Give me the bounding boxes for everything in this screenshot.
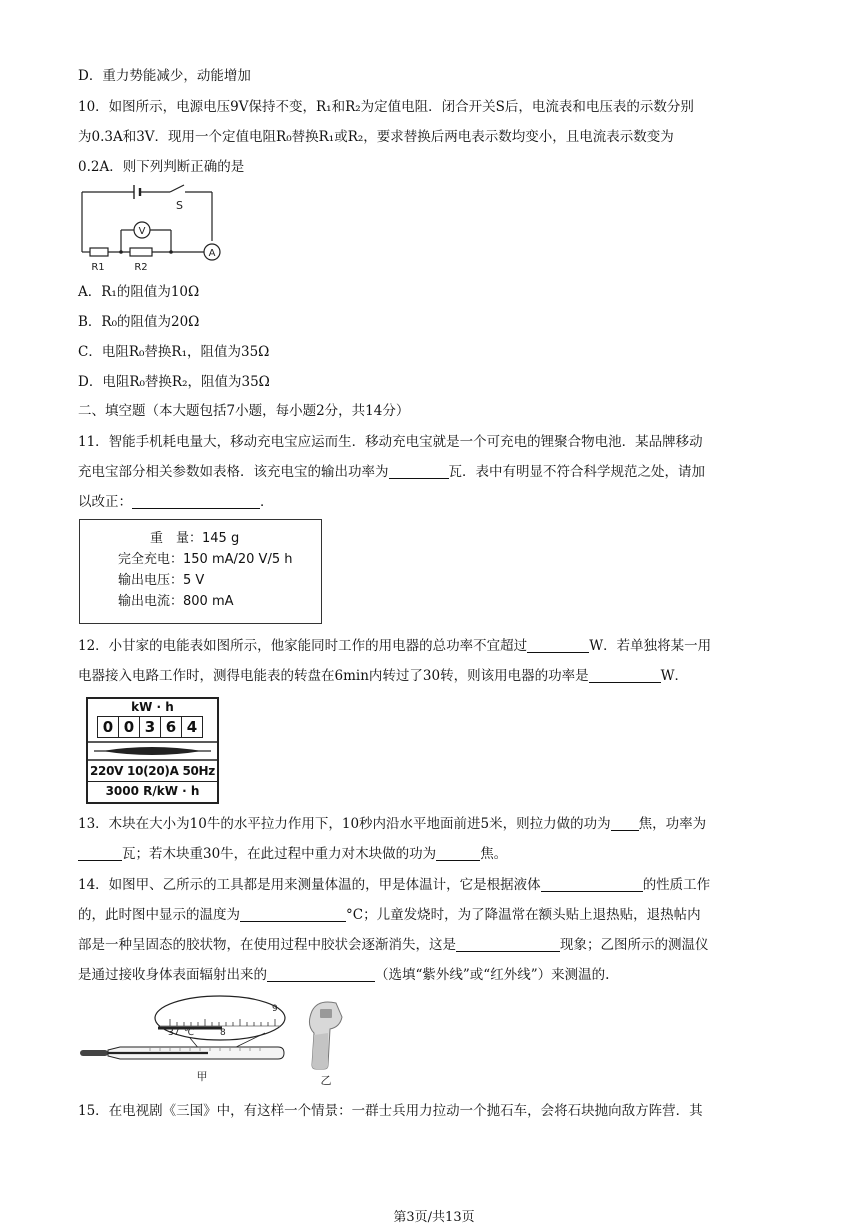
section-2-heading: 二、填空题（本大题包括7小题，每小题2分，共14分） (78, 403, 410, 419)
table-full-charge: 完全充电：150 mA/20 V/5 h (118, 552, 293, 567)
electric-meter (86, 697, 219, 804)
label-jia: 甲 (196, 1070, 208, 1083)
meter-digit: 3 (139, 716, 161, 738)
q10-option-a: A．R₁的阻值为10Ω (78, 284, 200, 300)
meter-rotor-disc (88, 741, 217, 761)
infrared-thermometer-icon (309, 1002, 342, 1069)
meter-spec: 220V 10(20)A 50Hz (90, 764, 215, 778)
scale-unit: ℃ (184, 1028, 195, 1038)
q13-blank-2[interactable] (78, 846, 122, 861)
table-output-voltage: 输出电压：5 V (118, 573, 205, 588)
meter-digit: 0 (97, 716, 119, 738)
q14-line-2: 的，此时图中显示的温度为 °C；儿童发烧时，为了降温常在额头贴上退热贴，退热帖内 (78, 907, 701, 923)
meter-digits (97, 716, 203, 738)
q12-line-1: 12．小甘家的电能表如图所示，他家能同时工作的用电器的总功率不宜超过 W．若单独将某一用 (78, 638, 712, 654)
q14-line-3: 部是一种呈固态的胶状物，在使用过程中胶状会逐渐消失，这是 现象；乙图所示的测温仪 (78, 937, 709, 953)
scale-8: 8 (220, 1028, 226, 1038)
q14-line-4: 是通过接收身体表面辐射出来的 （选填“紫外线”或“红外线”）来测温的. (78, 967, 610, 983)
q12-blank-1[interactable] (527, 638, 589, 653)
q11-blank-1[interactable] (389, 464, 449, 479)
switch-label: S (176, 199, 183, 212)
q14-blank-2[interactable] (240, 907, 346, 922)
r1-label: R1 (91, 262, 105, 273)
q10-stem-line-2: 为0.3A和3V．现用一个定值电阻R₀替换R₁或R₂，要求替换后两电表示数均变小，且电流表示数变为 (78, 129, 674, 145)
q14-blank-1[interactable] (541, 877, 643, 892)
q13-blank-3[interactable] (436, 846, 480, 861)
q15-line-1: 15．在电视剧《三国》中，有这样一个情景：一群士兵用力拉动一个抛石车，会将石块抛向敌方阵营．其 (78, 1103, 703, 1119)
q12-line-2: 电器接入电路工作时，测得电能表的转盘在6min内转过了30转，则该用电器的功率是 W． (78, 668, 688, 684)
q14-blank-3[interactable] (456, 937, 560, 952)
q10-stem-line-3: 0.2A．则下列判断正确的是 (78, 159, 245, 175)
q10-option-b: B．R₀的阻值为20Ω (78, 314, 200, 330)
r2-label: R2 (134, 262, 148, 273)
q10-option-c: C．电阻R₀替换R₁，阻值为35Ω (78, 344, 270, 360)
q10-circuit-diagram (76, 182, 226, 274)
meter-unit: kW · h (131, 700, 174, 714)
voltmeter-label: V (138, 226, 146, 237)
table-weight: 重 量：145 g (150, 531, 240, 546)
q14-blank-4[interactable] (267, 967, 375, 982)
q9-option-d: D．重力势能减少，动能增加 (78, 68, 251, 84)
table-output-current: 输出电流：800 mA (118, 594, 234, 609)
q14-thermometer-figure (80, 995, 380, 1091)
meter-digit: 6 (160, 716, 182, 738)
q10-option-d: D．电阻R₀替换R₂，阻值为35Ω (78, 374, 270, 390)
ammeter-label: A (208, 248, 216, 259)
q11-line-3: 以改正： ． (78, 494, 274, 510)
q13-line-2: 瓦；若木块重30牛，在此过程中重力对木块做的功为 焦。 (78, 844, 507, 864)
scale-37: 37 (168, 1028, 180, 1038)
scale-9: 9 (272, 1004, 278, 1014)
meter-digit: 4 (181, 716, 203, 738)
q13-blank-1[interactable] (611, 816, 639, 831)
label-yi: 乙 (320, 1074, 332, 1087)
q11-blank-2[interactable] (132, 494, 260, 509)
page-footer: 第3页/共13页 (393, 1210, 475, 1225)
q11-line-1: 11．智能手机耗电量大，移动充电宝应运而生．移动充电宝就是一个可充电的锂聚合物电池．某品牌移动 (78, 434, 703, 450)
q11-line-2: 充电宝部分相关参数如表格．该充电宝的输出功率为 瓦．表中有明显不符合科学规范之处，请加 (78, 464, 705, 480)
meter-revolutions: 3000 R/kW · h (105, 784, 200, 798)
q11-parameter-table (79, 519, 322, 624)
q12-blank-2[interactable] (589, 668, 661, 683)
q14-line-1: 14．如图甲、乙所示的工具都是用来测量体温的，甲是体温计，它是根据液体 的性质工作 (78, 877, 711, 893)
meter-digit: 0 (118, 716, 140, 738)
q10-stem-line-1: 10．如图所示，电源电压9V保持不变，R₁和R₂为定值电阻．闭合开关S后，电流表和电压表的示数分别 (78, 99, 694, 115)
q13-line-1: 13．木块在大小为10牛的水平拉力作用下，10秒内沿水平地面前进5米，则拉力做的功为 焦，功率为 (78, 816, 707, 832)
